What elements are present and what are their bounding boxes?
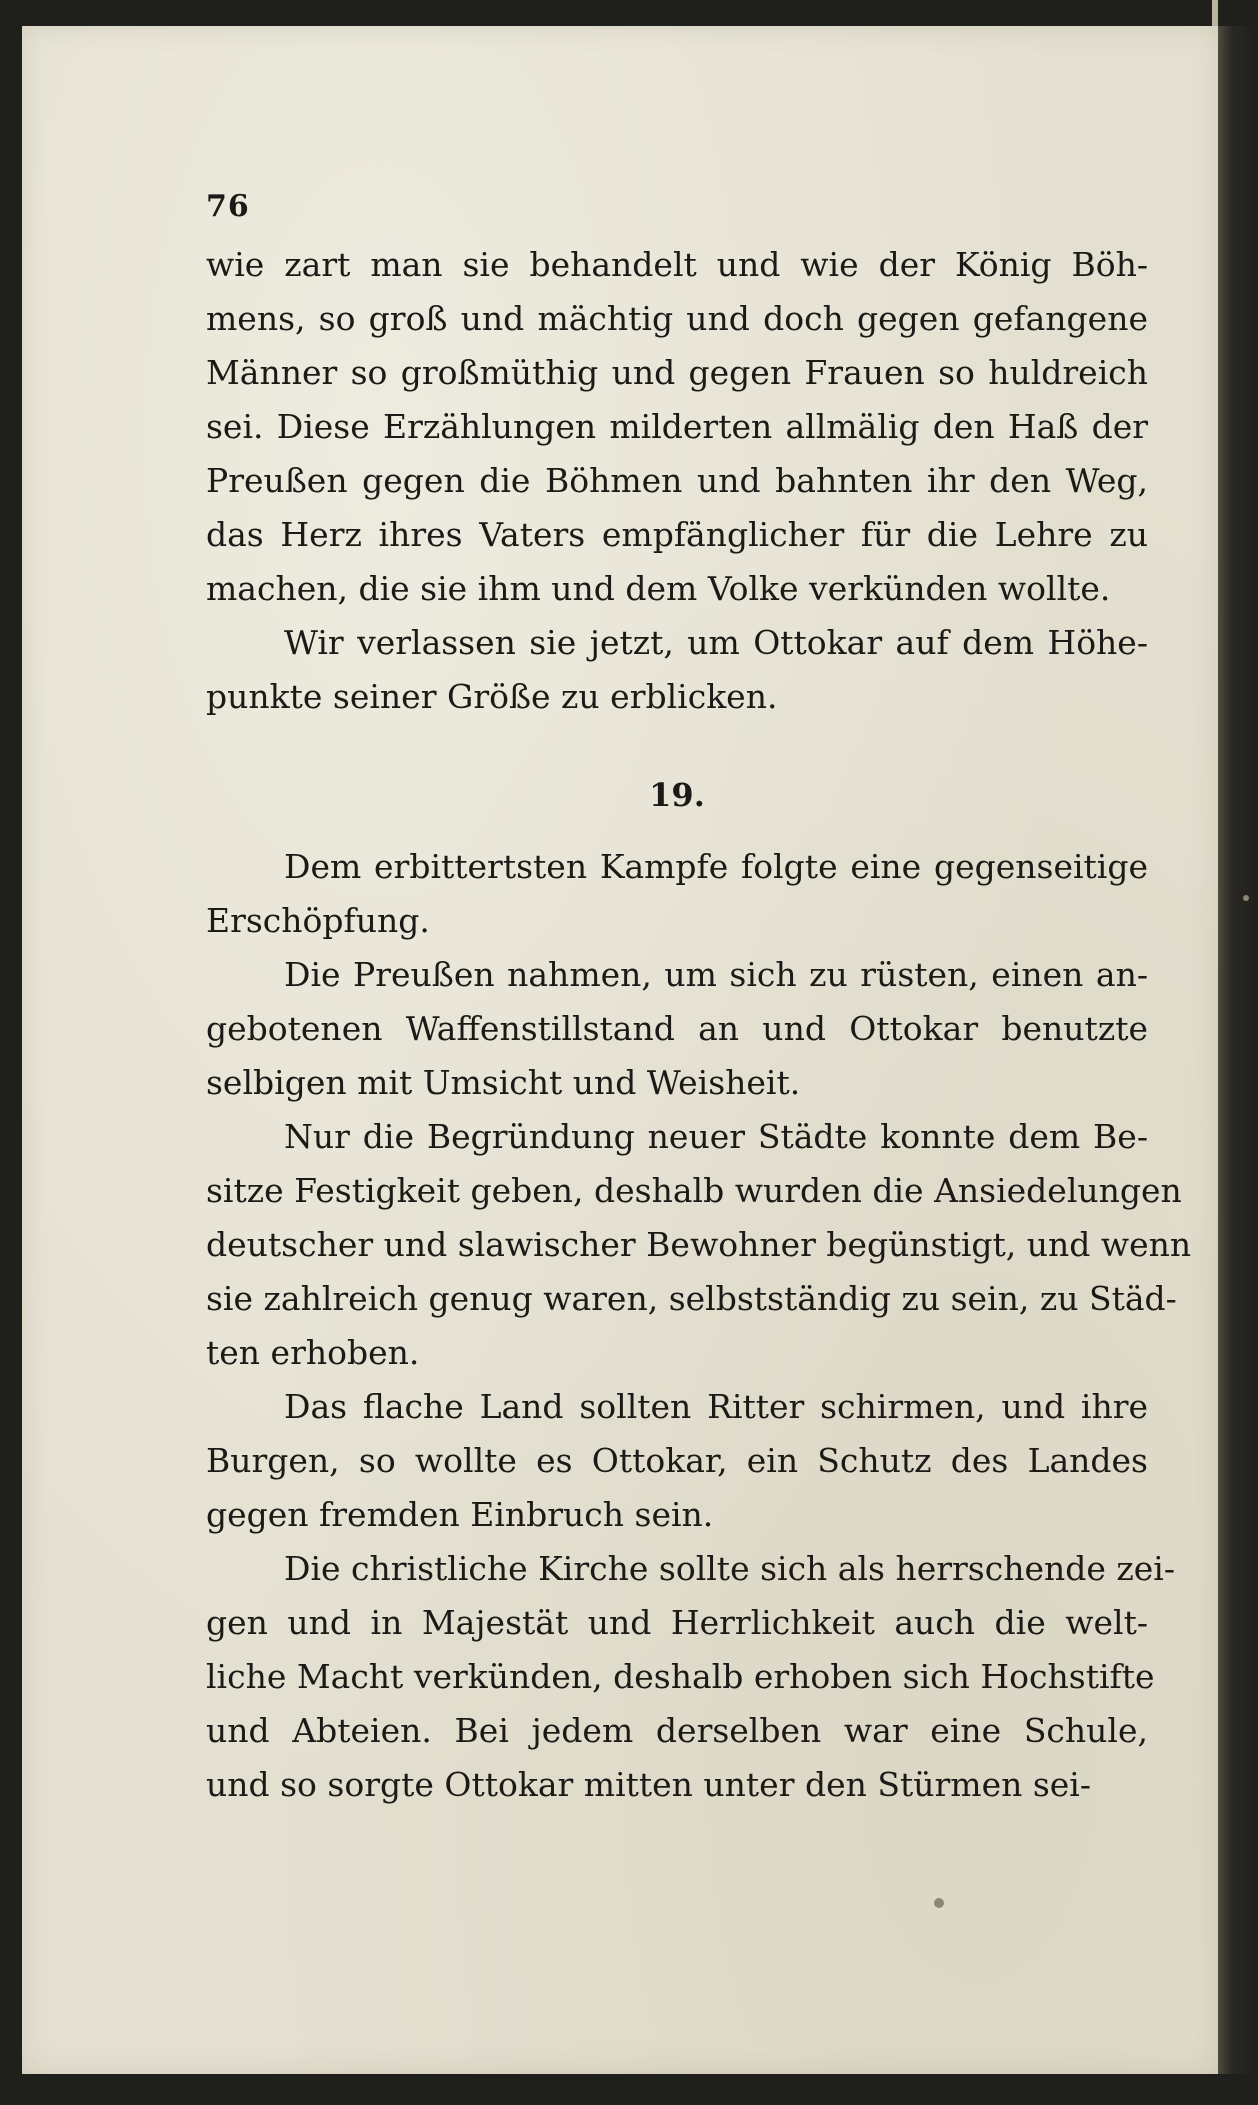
paper-speck [934, 1898, 944, 1908]
paragraph [206, 1380, 1148, 1542]
paragraph [206, 1542, 1175, 1812]
text-line: Nur die Begründung neuer Städte konnte dem Be- [284, 1117, 1148, 1156]
text-line: selbigen mit Umsicht und Weisheit. [206, 1063, 801, 1102]
text-line: gegen fremden Einbruch sein. [206, 1495, 714, 1534]
text-line: ten erhoben. [206, 1333, 420, 1372]
paragraph [206, 840, 1148, 948]
bottom-border [0, 2074, 1258, 2105]
text-line: Das flache Land sollten Ritter schirmen, und ihre [284, 1387, 1148, 1426]
text-line: Preußen gegen die Böhmen und bahnten ihr den Weg, [206, 461, 1148, 500]
paper-speck [1243, 895, 1249, 901]
text-line: sitze Festigkeit geben, deshalb wurden die Ansiedelungen [206, 1171, 1182, 1210]
text-line: und Abteien. Bei jedem derselben war eine Schule, [206, 1711, 1148, 1750]
text-line: Dem erbittertsten Kampfe folgte eine gegenseitige [284, 847, 1148, 886]
binding-gutter [1218, 26, 1258, 2074]
text-section-after [206, 840, 1192, 1812]
text-section-before [206, 238, 1148, 724]
text-line: und so sorgte Ottokar mitten unter den Stürmen sei- [206, 1765, 1092, 1804]
text-line: machen, die sie ihm und dem Volke verkünden wollte. [206, 569, 1111, 608]
paragraph [206, 1110, 1192, 1380]
paragraph [206, 238, 1148, 616]
paragraph [206, 616, 1148, 724]
text-line: Die christliche Kirche sollte sich als herrschende zei- [284, 1549, 1175, 1588]
text-line: Wir verlassen sie jetzt, um Ottokar auf dem Höhe- [284, 623, 1148, 662]
paragraph [206, 948, 1148, 1110]
text-line: mens, so groß und mächtig und doch gegen gefangene [206, 299, 1148, 338]
text-line: punkte seiner Größe zu erblicken. [206, 677, 778, 716]
text-line: gebotenen Waffenstillstand an und Ottokar benutzte [206, 1009, 1148, 1048]
text-line: Erschöpfung. [206, 901, 430, 940]
page-text [206, 180, 1192, 1812]
text-line: liche Macht verkünden, deshalb erhoben sich Hochstifte [206, 1657, 1155, 1696]
text-line: gen und in Majestät und Herrlichkeit auch die welt- [206, 1603, 1148, 1642]
text-line: sie zahlreich genug waren, selbstständig zu sein, zu Städ- [206, 1279, 1177, 1318]
text-line: das Herz ihres Vaters empfänglicher für die Lehre zu [206, 515, 1148, 554]
text-line: Männer so großmüthig und gegen Frauen so huldreich [206, 353, 1148, 392]
section-heading: 19. [649, 776, 705, 814]
text-line: Die Preußen nahmen, um sich zu rüsten, einen an- [284, 955, 1148, 994]
text-line: wie zart man sie behandelt und wie der König Böh- [206, 245, 1148, 284]
page-number: 76 [206, 189, 250, 224]
text-line: sei. Diese Erzählungen milderten allmälig den Haß der [206, 407, 1148, 446]
text-line: Burgen, so wollte es Ottokar, ein Schutz des Landes [206, 1441, 1148, 1480]
text-line: deutscher und slawischer Bewohner begünstigt, und wenn [206, 1225, 1192, 1264]
